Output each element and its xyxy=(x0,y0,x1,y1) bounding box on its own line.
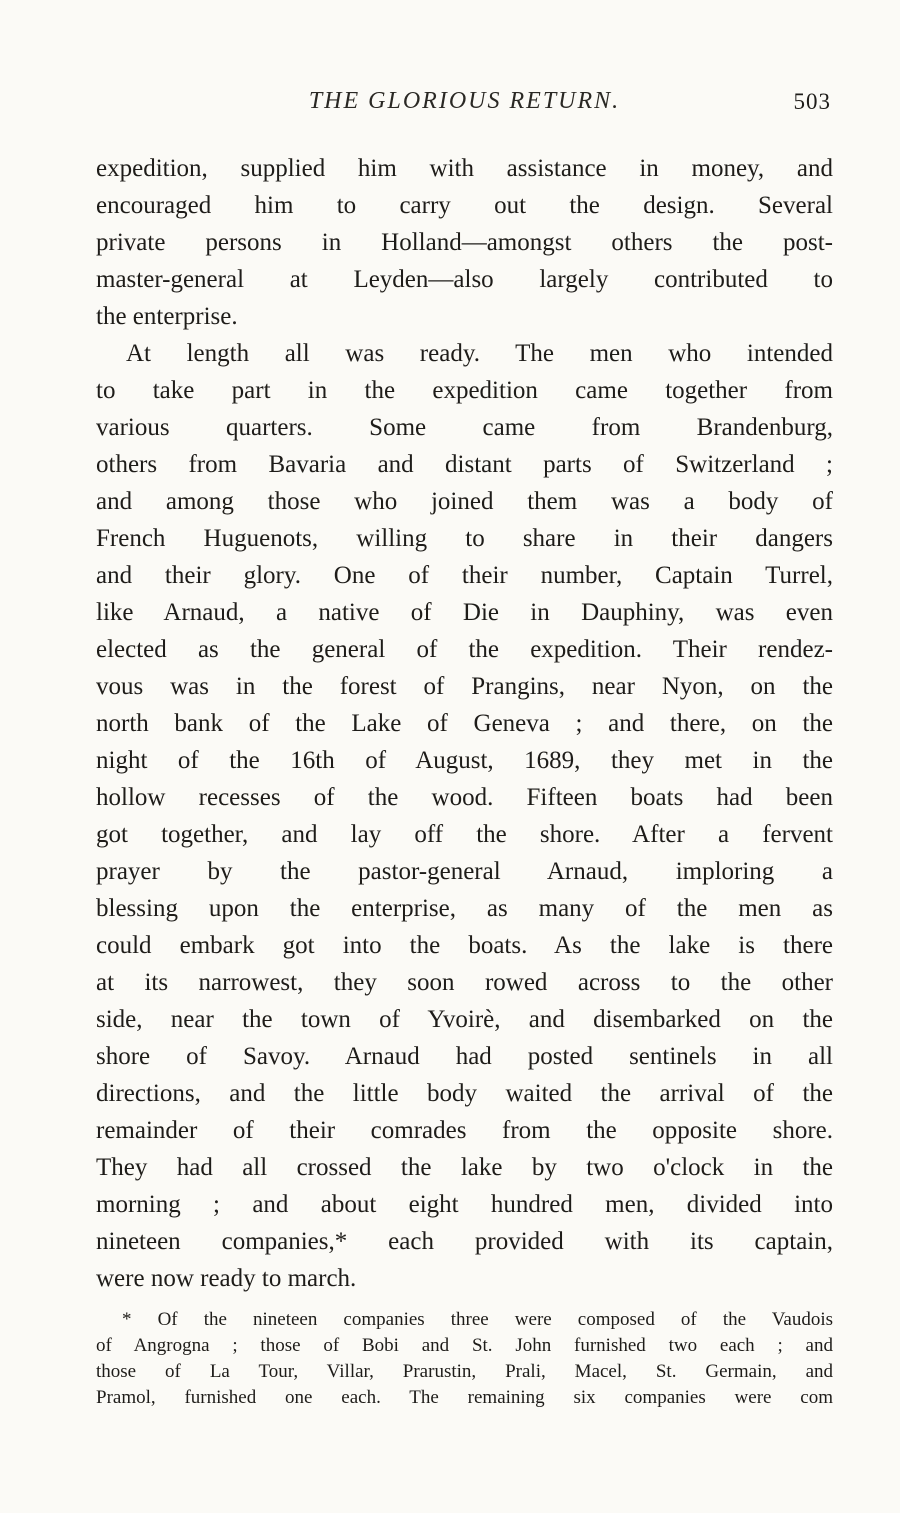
text-line: vous was in the forest of Prangins, near Nyon, on the xyxy=(96,673,833,700)
paragraph xyxy=(96,335,833,1297)
text-line: prayer by the pastor-general Arnaud, imploring a xyxy=(96,858,833,885)
text-line: master-general at Leyden—also largely contributed to xyxy=(96,266,833,293)
text-line: elected as the general of the expedition. Their rendez- xyxy=(96,636,833,663)
text-line: and among those who joined them was a body of xyxy=(96,488,833,515)
text-line: nineteen companies,* each provided with its captain, xyxy=(96,1228,833,1255)
text-line: French Huguenots, willing to share in their dangers xyxy=(96,525,833,552)
text-line: morning ; and about eight hundred men, divided into xyxy=(96,1191,833,1218)
text-line: hollow recesses of the wood. Fifteen boats had been xyxy=(96,784,833,811)
footnote-line: * Of the nineteen companies three were composed of the Vaudois xyxy=(122,1309,833,1330)
text-line: encouraged him to carry out the design. Several xyxy=(96,192,833,219)
text-line: blessing upon the enterprise, as many of the men as xyxy=(96,895,833,922)
text-line: various quarters. Some came from Brandenburg, xyxy=(96,414,833,441)
page-number: 503 xyxy=(793,89,831,114)
text-block xyxy=(96,88,833,1411)
paragraph xyxy=(96,150,833,335)
footnote-line: Pramol, furnished one each. The remaining six companies were com xyxy=(96,1387,833,1408)
text-line: directions, and the little body waited the arrival of the xyxy=(96,1080,833,1107)
text-line: remainder of their comrades from the opposite shore. xyxy=(96,1117,833,1144)
text-line: expedition, supplied him with assistance in money, and xyxy=(96,155,833,182)
text-line: north bank of the Lake of Geneva ; and there, on the xyxy=(96,710,833,737)
text-line: others from Bavaria and distant parts of Switzerland ; xyxy=(96,451,833,478)
text-line: got together, and lay off the shore. After a fervent xyxy=(96,821,833,848)
running-title: THE GLORIOUS RETURN. xyxy=(308,88,621,114)
footnote-line: of Angrogna ; those of Bobi and St. John furnished two each ; and xyxy=(96,1335,833,1356)
text-line: the enterprise. xyxy=(96,303,238,330)
text-line: They had all crossed the lake by two o'clock in the xyxy=(96,1154,833,1181)
text-line: shore of Savoy. Arnaud had posted sentinels in all xyxy=(96,1043,833,1070)
text-line: side, near the town of Yvoirè, and disembarked on the xyxy=(96,1006,833,1033)
text-line: and their glory. One of their number, Captain Turrel, xyxy=(96,562,833,589)
text-line: were now ready to march. xyxy=(96,1265,357,1292)
page-header xyxy=(96,88,833,122)
text-line: could embark got into the boats. As the lake is there xyxy=(96,932,833,959)
text-line: private persons in Holland—amongst others the post- xyxy=(96,229,833,256)
text-line: like Arnaud, a native of Die in Dauphiny, was even xyxy=(96,599,833,626)
page-body xyxy=(96,150,833,1297)
text-line: to take part in the expedition came together from xyxy=(96,377,833,404)
footnote-line: those of La Tour, Villar, Prarustin, Prali, Macel, St. Germain, and xyxy=(96,1361,833,1382)
text-line: At length all was ready. The men who intended xyxy=(126,340,833,367)
text-line: night of the 16th of August, 1689, they met in the xyxy=(96,747,833,774)
text-line: at its narrowest, they soon rowed across to the other xyxy=(96,969,833,996)
footnote xyxy=(96,1307,833,1411)
